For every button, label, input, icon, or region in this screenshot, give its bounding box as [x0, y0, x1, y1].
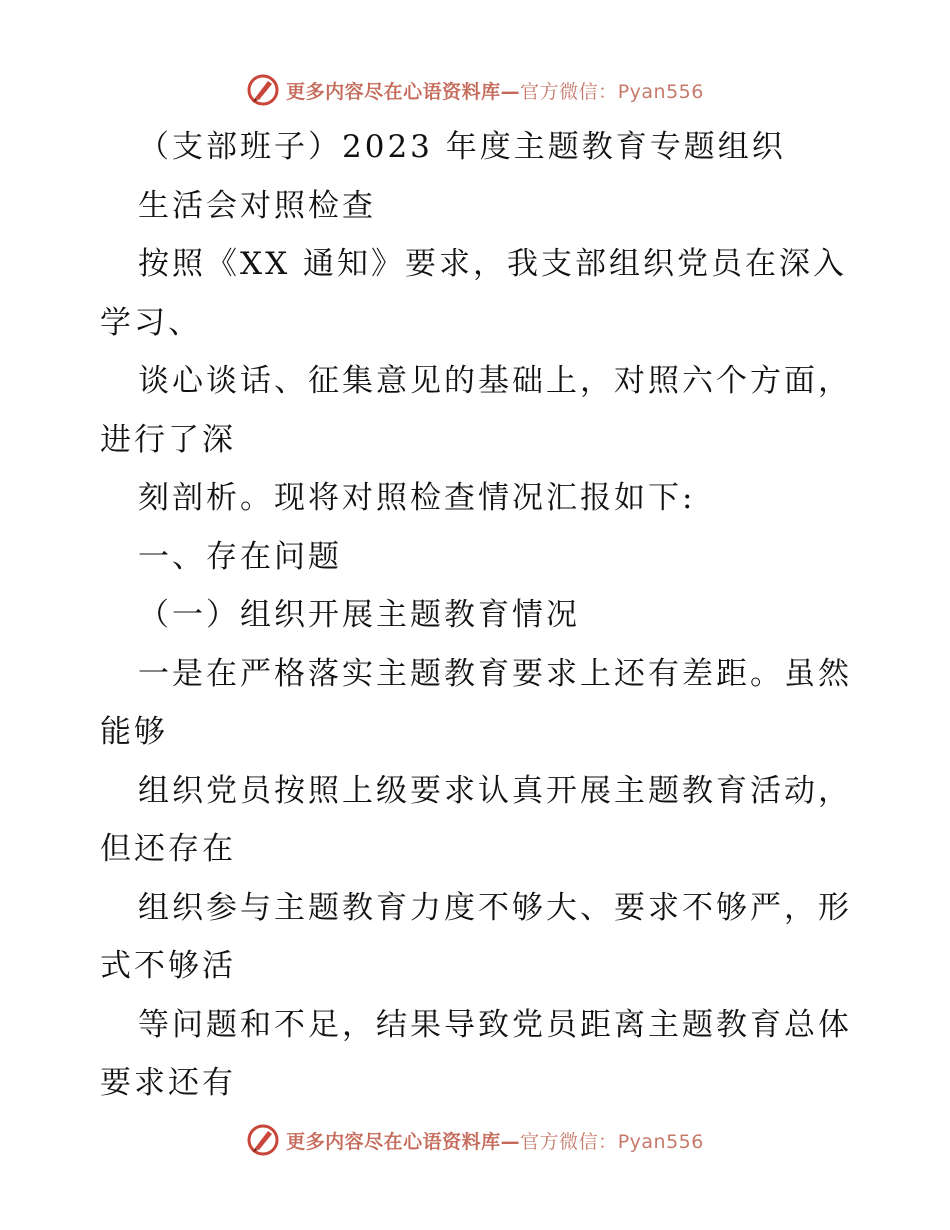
title-line-1: （支部班子）2023 年度主题教育专题组织 — [138, 129, 786, 165]
paragraph-line: 但还存在 — [100, 831, 236, 867]
header-watermark — [0, 70, 950, 110]
paragraph-line: 学习、 — [100, 304, 202, 341]
section-heading: 一、存在问题 — [138, 538, 342, 575]
paragraph-line: 按照《XX 通知》要求，我支部组织党员在深入 — [138, 246, 847, 282]
watermark-text: 更多内容尽在心语资料库—官方微信：Pyan556 — [286, 80, 704, 103]
paragraph-line: 组织党员按照上级要求认真开展主题教育活动， — [138, 772, 852, 809]
footer-watermark — [0, 1120, 950, 1160]
paragraph-line: 能够 — [100, 714, 168, 750]
paragraph-line: 组织参与主题教育力度不够大、要求不够严，形 — [138, 889, 852, 926]
paragraph-line: 谈心谈话、征集意见的基础上，对照六个方面， — [138, 363, 852, 399]
title-line-2: 生活会对照检查 — [138, 187, 376, 224]
paragraph-line: 等问题和不足，结果导致党员距离主题教育总体 — [138, 1006, 852, 1043]
paragraph-line: 一是在严格落实主题教育要求上还有差距。虽然 — [138, 655, 852, 692]
quill-pen-logo-icon — [246, 73, 280, 107]
paragraph-line: 式不够活 — [100, 948, 236, 984]
paragraph-line: 进行了深 — [100, 421, 236, 458]
subsection-heading: （一）组织开展主题教育情况 — [138, 597, 580, 633]
quill-pen-logo-icon — [246, 1123, 280, 1157]
document-body — [100, 118, 860, 1113]
paragraph-line: 要求还有 — [100, 1065, 236, 1101]
watermark-text: 更多内容尽在心语资料库—官方微信：Pyan556 — [286, 1130, 704, 1153]
paragraph-line: 刻剖析。现将对照检查情况汇报如下: — [138, 480, 696, 516]
